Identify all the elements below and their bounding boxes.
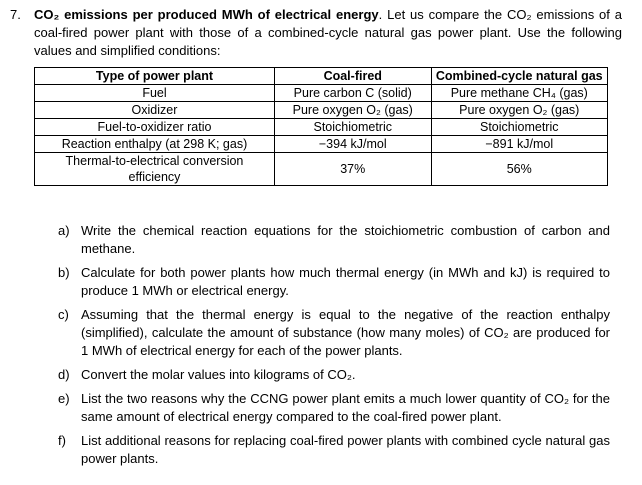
- table-header-cell: Combined-cycle natural gas: [431, 68, 607, 85]
- table-cell: Pure carbon C (solid): [274, 85, 431, 102]
- question-number: 7.: [10, 7, 21, 22]
- table-row: [35, 119, 608, 136]
- table-cell: Stoichiometric: [274, 119, 431, 136]
- sub-question-text: List additional reasons for replacing coal-fired power plants with combined cycle natural gas power plants.: [81, 433, 610, 466]
- table-cell: Stoichiometric: [431, 119, 607, 136]
- question-intro-text: . Let us compare the CO₂ emissions of a coal-fired power plant with those of a combined-cycle natural gas power plant. Use the following values and simplified conditions:: [34, 7, 622, 58]
- sub-question-label: c): [58, 307, 69, 322]
- sub-question-label: f): [58, 433, 66, 448]
- sub-question-label: b): [58, 265, 70, 280]
- table-header-row: [35, 68, 608, 85]
- table-row: [35, 85, 608, 102]
- sub-question-e: [58, 390, 610, 426]
- conditions-table: [34, 67, 608, 186]
- table-header-cell: Coal-fired: [274, 68, 431, 85]
- sub-question-text: Write the chemical reaction equations for the stoichiometric combustion of carbon and methane.: [81, 223, 610, 256]
- sub-question-c: [58, 306, 610, 360]
- table-cell: Pure methane CH₄ (gas): [431, 85, 607, 102]
- sub-question-text: Convert the molar values into kilograms of CO₂.: [81, 367, 356, 382]
- sub-question-label: a): [58, 223, 70, 238]
- sub-question-label: d): [58, 367, 70, 382]
- sub-question-text: Calculate for both power plants how much thermal energy (in MWh and kJ) is required to produce 1 MWh or electrical energy.: [81, 265, 610, 298]
- table-cell: Oxidizer: [35, 102, 275, 119]
- sub-question-a: [58, 222, 610, 258]
- table-header-cell: Type of power plant: [35, 68, 275, 85]
- table-cell: Pure oxygen O₂ (gas): [274, 102, 431, 119]
- table-cell: Fuel-to-oxidizer ratio: [35, 119, 275, 136]
- table-cell: −891 kJ/mol: [431, 136, 607, 153]
- sub-question-label: e): [58, 391, 70, 406]
- question-title: CO₂ emissions per produced MWh of electrical energy: [34, 7, 379, 22]
- sub-question-f: [58, 432, 610, 468]
- table-cell: 37%: [274, 153, 431, 186]
- sub-question-b: [58, 264, 610, 300]
- sub-question-d: [58, 366, 610, 384]
- sub-question-text: Assuming that the thermal energy is equal to the negative of the reaction enthalpy (simplified), calculate the amount of substance (how many moles) of CO₂ are produced for 1 MWh of electrical energy for each of the power plants.: [81, 307, 610, 358]
- table-cell: Pure oxygen O₂ (gas): [431, 102, 607, 119]
- sub-questions: [58, 222, 610, 474]
- table-cell: −394 kJ/mol: [274, 136, 431, 153]
- table-cell: 56%: [431, 153, 607, 186]
- question-intro: [34, 6, 622, 60]
- sub-question-text: List the two reasons why the CCNG power plant emits a much lower quantity of CO₂ for the same amount of electrical energy compared to the coal-fired power plant.: [81, 391, 610, 424]
- table-row: [35, 153, 608, 186]
- table-row: [35, 102, 608, 119]
- table-cell: Reaction enthalpy (at 298 K; gas): [35, 136, 275, 153]
- table-cell: Fuel: [35, 85, 275, 102]
- table-cell: Thermal-to-electrical conversion efficiency: [35, 153, 275, 186]
- table-row: [35, 136, 608, 153]
